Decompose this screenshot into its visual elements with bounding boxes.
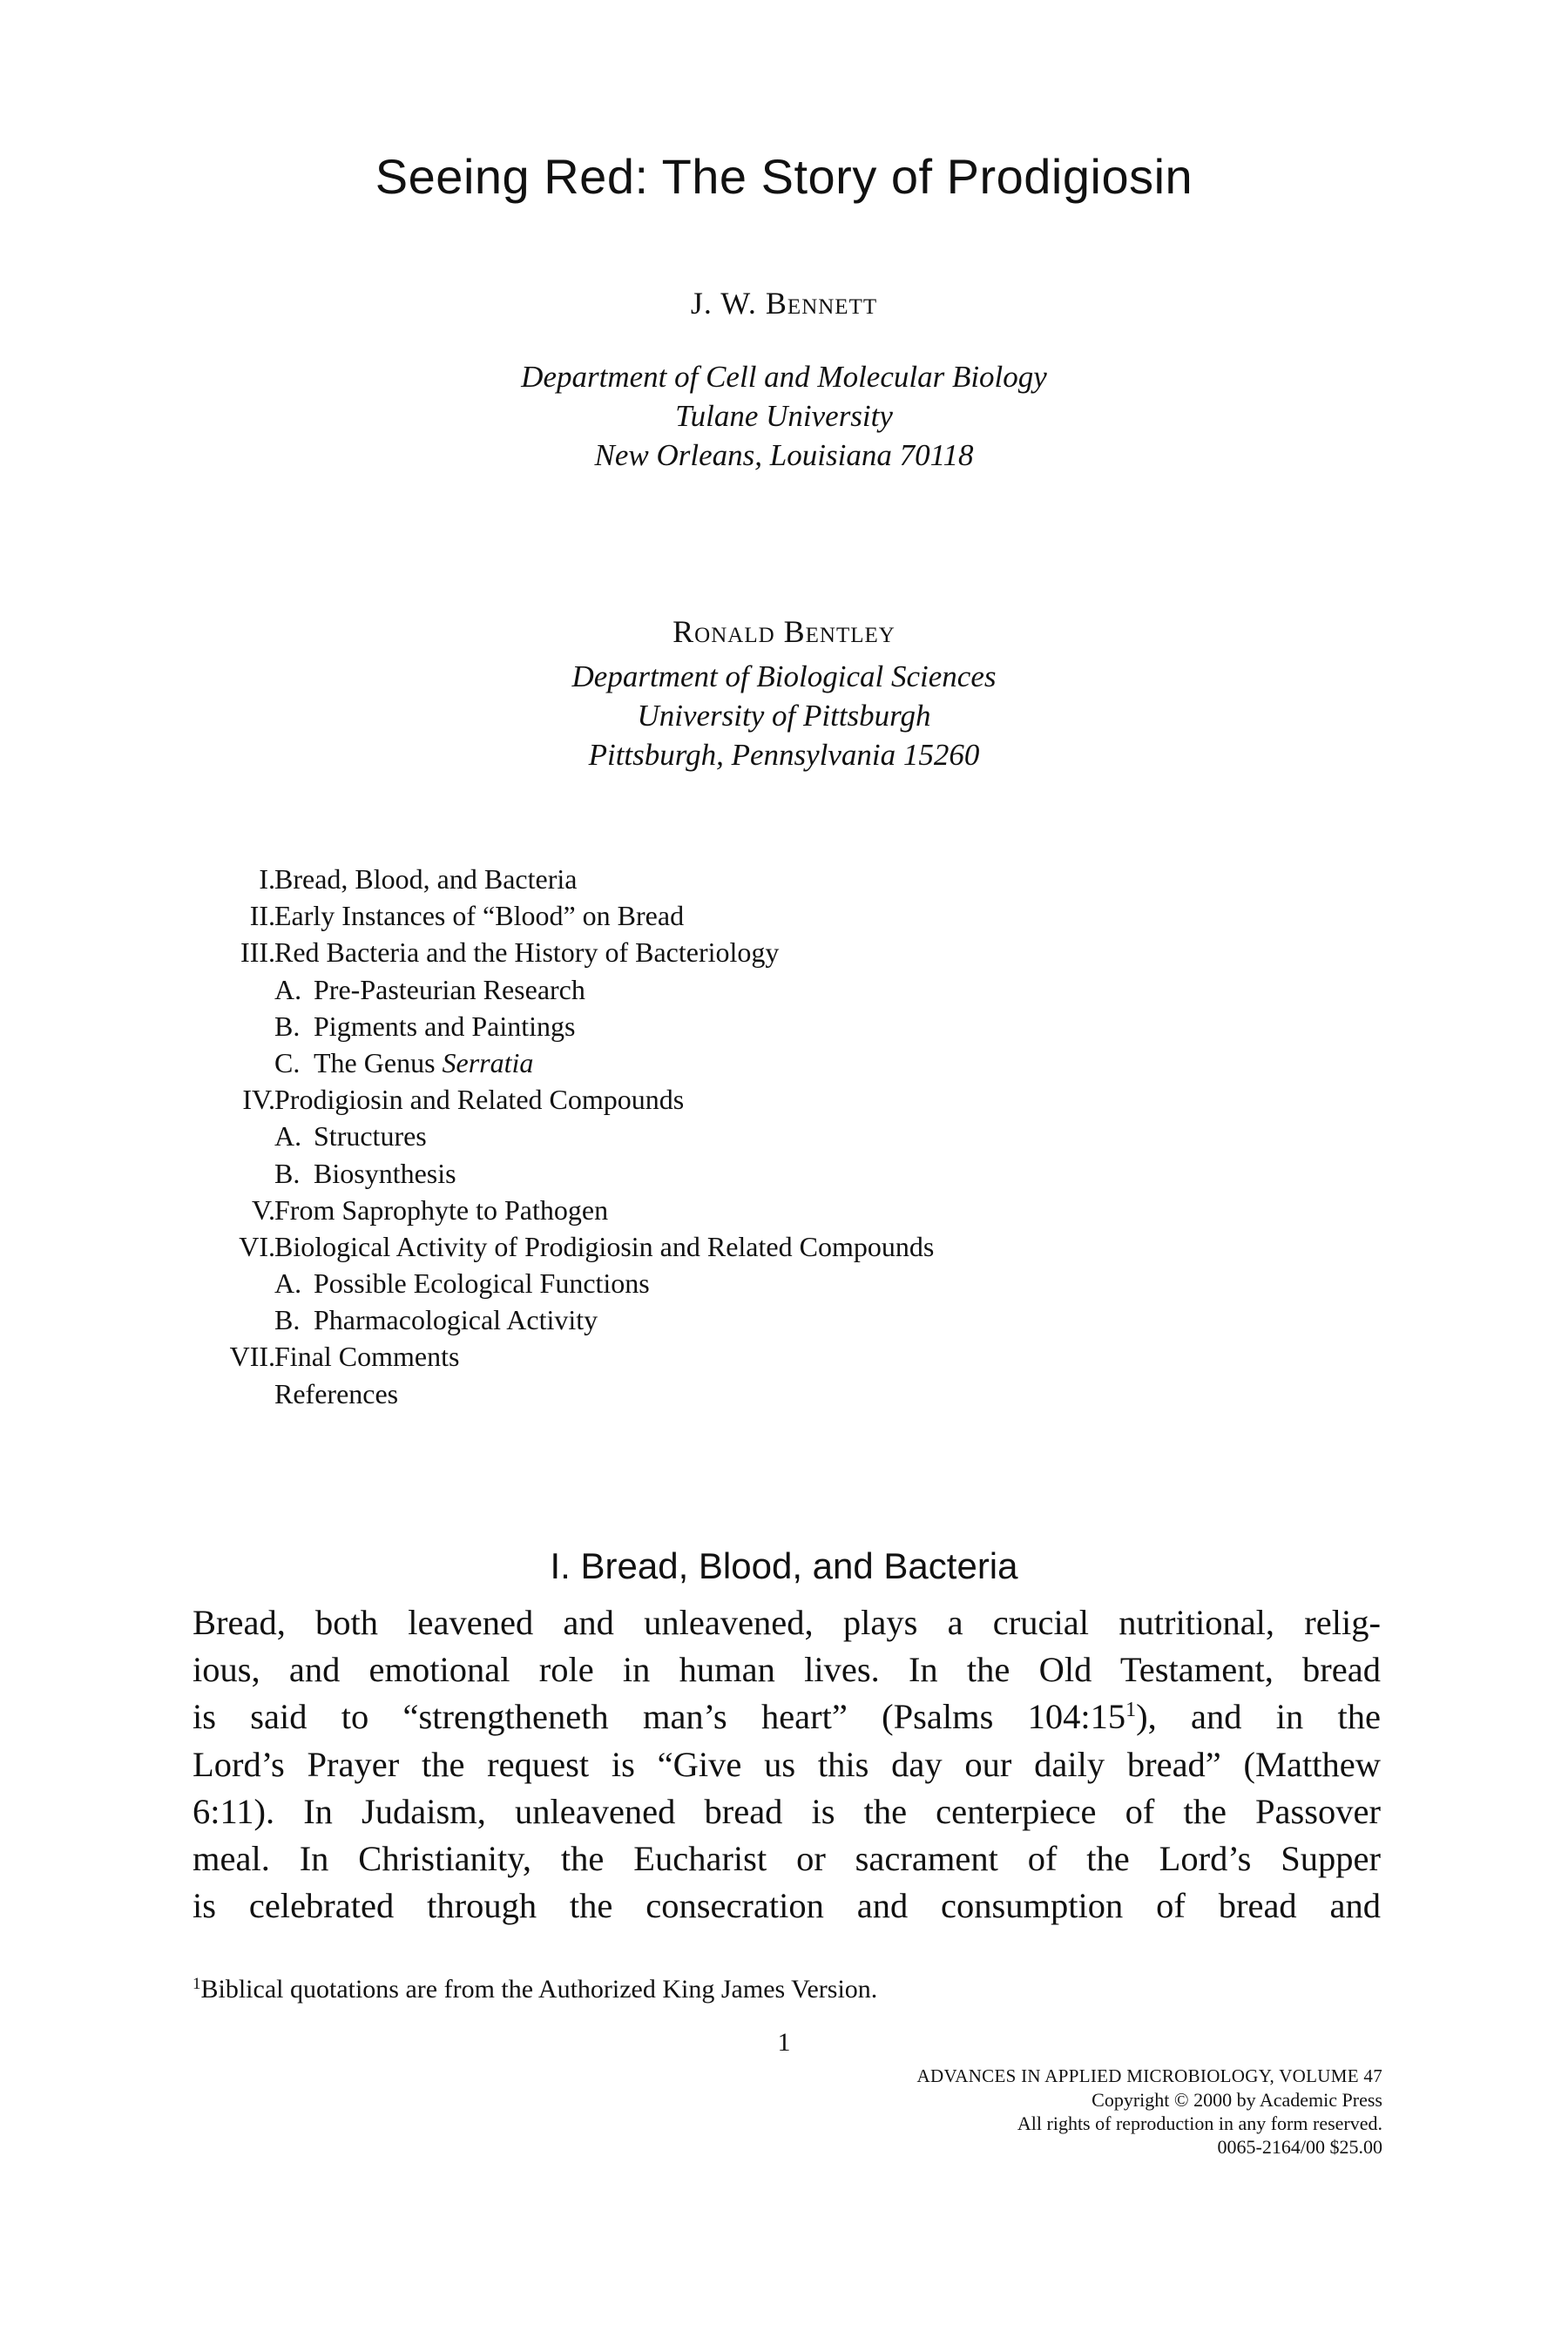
- toc-entry: [190, 1228, 1235, 1265]
- body-line: is celebrated through the consecration and consumption of bread and: [193, 1886, 1381, 1926]
- toc-number: V.: [252, 1193, 275, 1226]
- body-line: meal. In Christianity, the Eucharist or sacrament of the Lord’s Supper: [193, 1838, 1381, 1878]
- footnote: [193, 1967, 1381, 2007]
- affiliation-line: New Orleans, Louisiana 70118: [594, 438, 974, 472]
- toc-text: Biological Activity of Prodigiosin and Related Compounds: [274, 1230, 935, 1262]
- affiliation-line: University of Pittsburgh: [637, 699, 931, 733]
- toc-letter: A.: [274, 1120, 302, 1152]
- genus-name: Serratia: [442, 1046, 534, 1078]
- toc-number: VII.: [229, 1341, 275, 1373]
- author-name: Ronald Bentley: [672, 614, 896, 649]
- toc-subentry: [190, 1118, 1235, 1154]
- toc-text: Prodigiosin and Related Compounds: [274, 1084, 685, 1116]
- body-line: [193, 1693, 1381, 1740]
- author-affiliation: [0, 357, 1568, 475]
- toc-text: Pre-Pasteurian Research: [314, 973, 585, 1005]
- body-line: Bread, both leavened and unleavened, plays a crucial nutritional, relig-: [193, 1603, 1381, 1642]
- toc-letter: B.: [274, 1157, 301, 1189]
- body-line-text: ), and in the: [1136, 1697, 1381, 1737]
- issn-price: 0065-2164/00 $25.00: [1217, 2136, 1382, 2158]
- toc-entry: [190, 1375, 1235, 1412]
- author-affiliation: [0, 657, 1568, 774]
- toc-text: Bread, Blood, and Bacteria: [274, 863, 578, 895]
- toc-text: Early Instances of “Blood” on Bread: [274, 900, 685, 932]
- body-line-text: is said to “strengtheneth man’s heart” (Psalms 104:15: [193, 1697, 1126, 1737]
- toc-text: Pharmacological Activity: [314, 1304, 598, 1336]
- footnote-text: Biblical quotations are from the Authorized King James Version.: [200, 1975, 878, 2004]
- toc-subentry: [190, 971, 1235, 1008]
- affiliation-line: Tulane University: [675, 399, 893, 433]
- affiliation-line: Pittsburgh, Pennsylvania 15260: [588, 738, 980, 772]
- toc-entry: [190, 1081, 1235, 1118]
- body-line: 6:11). In Judaism, unleavened bread is the centerpiece of the Passover: [193, 1791, 1381, 1831]
- toc-text: [314, 1044, 533, 1081]
- article-title: Seeing Red: The Story of Prodigiosin: [375, 149, 1193, 204]
- copyright-line: Copyright © 2000 by Academic Press: [1092, 2089, 1382, 2111]
- footnote-reference: 1: [1125, 1699, 1137, 1722]
- toc-text: Red Bacteria and the History of Bacteriology: [274, 936, 780, 969]
- toc-entry: [190, 1192, 1235, 1228]
- section-heading: I. Bread, Blood, and Bacteria: [550, 1545, 1018, 1586]
- footnote-marker: 1: [193, 1975, 201, 1993]
- toc-subentry: [190, 1008, 1235, 1044]
- toc-subentry: [190, 1265, 1235, 1301]
- toc-entry: [190, 934, 1235, 970]
- toc-entry: [190, 861, 1235, 897]
- rights-line: All rights of reproduction in any form reserved.: [1017, 2112, 1382, 2134]
- toc-text: Possible Ecological Functions: [314, 1267, 650, 1300]
- toc-subentry: [190, 1301, 1235, 1338]
- affiliation-line: Department of Cell and Molecular Biology: [521, 360, 1047, 394]
- toc-number: III.: [240, 936, 275, 969]
- toc-text: References: [274, 1377, 399, 1409]
- toc-text: Final Comments: [274, 1341, 460, 1373]
- toc-letter: B.: [274, 1304, 301, 1336]
- toc-subentry: [190, 1155, 1235, 1192]
- toc-letter: C.: [274, 1046, 301, 1078]
- page-number: 1: [777, 2028, 791, 2057]
- toc-letter: A.: [274, 973, 302, 1005]
- toc-number: VI.: [239, 1230, 275, 1262]
- toc-text: Biosynthesis: [314, 1157, 456, 1189]
- affiliation-line: Department of Biological Sciences: [571, 659, 997, 693]
- toc-letter: A.: [274, 1267, 302, 1300]
- toc-subentry: [190, 1044, 1235, 1081]
- body-line: Lord’s Prayer the request is “Give us this day our daily bread” (Matthew: [193, 1744, 1381, 1784]
- body-paragraph: [193, 1599, 1381, 1930]
- toc-entry: [190, 1338, 1235, 1375]
- body-line: ious, and emotional role in human lives. In the Old Testament, bread: [193, 1650, 1381, 1690]
- toc-number: II.: [249, 900, 275, 932]
- toc-text-prefix: The Genus: [314, 1046, 443, 1078]
- toc-text: Structures: [314, 1120, 427, 1152]
- publisher-imprint: [598, 2065, 1382, 2159]
- toc-text: Pigments and Paintings: [314, 1010, 576, 1042]
- table-of-contents: [190, 861, 1235, 1412]
- toc-text: From Saprophyte to Pathogen: [274, 1193, 609, 1226]
- toc-letter: B.: [274, 1010, 301, 1042]
- toc-number: I.: [259, 863, 275, 895]
- author-name: J. W. Bennett: [690, 286, 878, 321]
- toc-number: IV.: [242, 1084, 275, 1116]
- toc-entry: [190, 897, 1235, 934]
- journal-volume: ADVANCES IN APPLIED MICROBIOLOGY, VOLUME 47: [916, 2065, 1382, 2086]
